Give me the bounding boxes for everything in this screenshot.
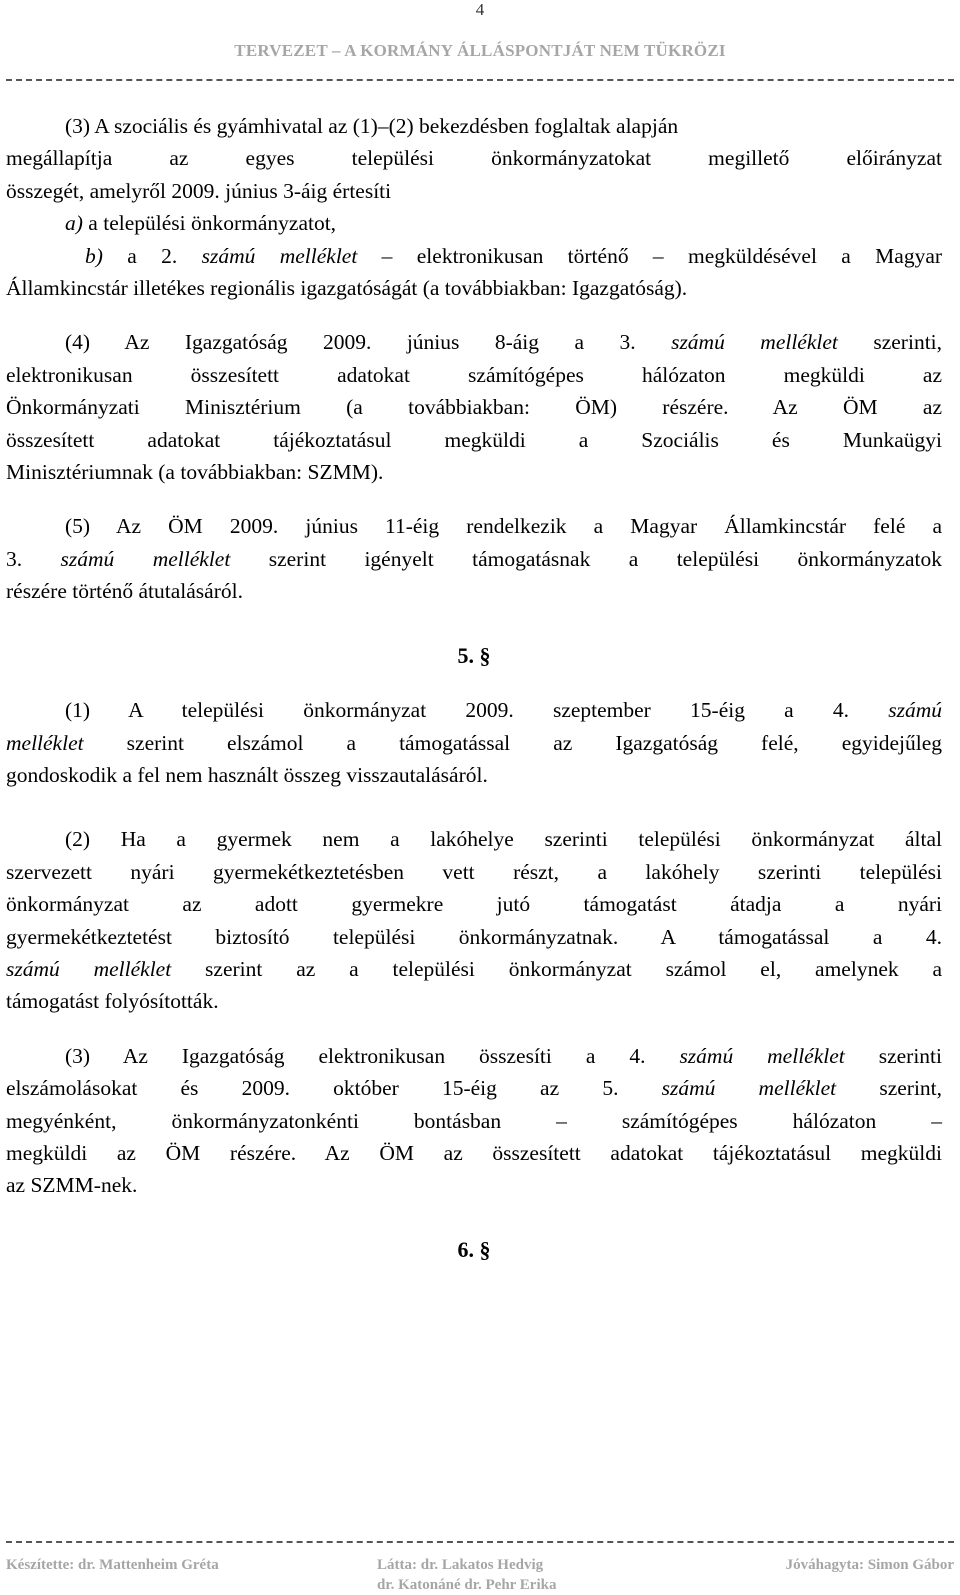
list-item-a: [6, 207, 942, 239]
text-line: megyénként, önkormányzatonkénti bontásban – számítógépes hálózaton –: [6, 1108, 942, 1133]
footer-seen-by-2: dr. Katonáné dr. Pehr Erika: [377, 1577, 557, 1593]
section-6-title: 6. §: [457, 1236, 491, 1262]
annex-reference: számú melléklet: [60, 546, 231, 571]
paragraph-3: [6, 110, 942, 304]
text-line: összegét, amelyről 2009. június 3-áig értesíti: [6, 178, 392, 203]
text-line: [6, 1072, 942, 1104]
annex-reference: számú melléklet: [661, 1076, 837, 1101]
header-divider: [6, 79, 954, 81]
annex-reference: számú melléklet: [6, 956, 172, 981]
section-5-paragraph-1: [6, 694, 942, 791]
annex-reference: számú melléklet: [201, 243, 358, 268]
text-line: szervezett nyári gyermekétkeztetésben vett részt, a lakóhely szerinti települési: [6, 859, 942, 884]
text-segment: szerint az a települési önkormányzat számol el, amelynek a: [205, 956, 943, 981]
annex-reference: számú: [888, 698, 942, 723]
text-segment: szerint igényelt támogatásnak a települési önkormányzatok: [268, 546, 942, 571]
text-line: Minisztériumnak (a továbbiakban: SZMM).: [6, 460, 384, 485]
text-line: támogatást folyósították.: [6, 989, 219, 1014]
text-line: Államkincstár illetékes regionális igazgatóságát (a továbbiakban: Igazgatóság).: [6, 276, 688, 301]
text-line: az SZMM-nek.: [6, 1173, 138, 1198]
text-segment: (3) Az Igazgatóság elektronikusan összesíti a 4.: [65, 1043, 646, 1068]
list-text: a 2.: [127, 243, 178, 268]
text-line: részére történő átutalásáról.: [6, 579, 243, 604]
text-line: gondoskodik a fel nem használt összeg visszautalásáról.: [6, 762, 488, 787]
list-text: a települési önkormányzatot,: [88, 211, 337, 236]
text-line: megküldi az ÖM részére. Az ÖM az összesített adatokat tájékoztatásul megküldi: [6, 1140, 942, 1165]
paragraph-4: [6, 326, 942, 488]
text-line: gyermekétkeztetést biztosító települési önkormányzatnak. A támogatással a 4.: [6, 924, 942, 949]
text-line: elektronikusan összesített adatokat számítógépes hálózaton megküldi az: [6, 362, 942, 387]
section-5-paragraph-3: [6, 1040, 942, 1202]
text-line: megállapítja az egyes települési önkormányzatokat megillető előirányzat: [6, 146, 942, 171]
text-segment: szerint,: [879, 1076, 943, 1101]
section-5-paragraph-2: [6, 823, 942, 1017]
list-text: – elektronikusan történő – megküldésével a Magyar: [381, 243, 943, 268]
text-line: Önkormányzati Minisztérium (a továbbiakban: ÖM) részére. Az ÖM az: [6, 395, 942, 420]
annex-reference: számú melléklet: [671, 330, 838, 355]
page-number: 4: [475, 0, 485, 19]
text-line: [6, 326, 942, 358]
footer-divider: [6, 1541, 954, 1543]
text-line: [6, 694, 942, 726]
text-segment: szerinti: [878, 1043, 943, 1068]
list-item-b: [6, 240, 942, 272]
section-5-title: 5. §: [457, 642, 491, 668]
text-line: (3) A szociális és gyámhivatal az (1)–(2) bekezdésben foglaltak alapján: [65, 114, 679, 138]
text-line: (5) Az ÖM 2009. június 11-éig rendelkezik a Magyar Államkincstár felé a: [65, 514, 942, 539]
text-line: összesített adatokat tájékoztatásul megküldi a Szociális és Munkaügyi: [6, 427, 942, 452]
draft-header: TERVEZET – A KORMÁNY ÁLLÁSPONTJÁT NEM TÜKRÖZI: [234, 41, 726, 60]
text-segment: (4) Az Igazgatóság 2009. június 8-áig a 3.: [65, 330, 636, 355]
text-segment: szerint elszámol a támogatással az Igazgatóság felé, egyidejűleg: [126, 730, 943, 755]
text-line: (2) Ha a gyermek nem a lakóhelye szerinti települési önkormányzat által: [65, 827, 942, 852]
text-line: [6, 727, 942, 759]
text-line: önkormányzat az adott gyermekre jutó támogatást átadja a nyári: [6, 892, 942, 917]
footer-seen-by: Látta: dr. Lakatos Hedvig: [377, 1557, 544, 1573]
text-line: [6, 1040, 942, 1072]
list-label: a): [65, 211, 83, 236]
footer-prepared-by: Készítette: dr. Mattenheim Gréta: [6, 1557, 219, 1573]
text-line: [6, 953, 942, 985]
text-segment: 3.: [6, 546, 23, 571]
text-segment: elszámolásokat és 2009. október 15-éig az 5.: [6, 1076, 619, 1101]
document-body: [6, 110, 942, 1266]
annex-reference: számú melléklet: [679, 1043, 845, 1068]
text-segment: szerinti,: [873, 330, 943, 355]
text-segment: (1) A települési önkormányzat 2009. szeptember 15-éig a 4.: [65, 698, 850, 723]
footer-approved-by: Jóváhagyta: Simon Gábor: [785, 1557, 954, 1573]
annex-reference: melléklet: [6, 730, 84, 755]
paragraph-5: [6, 510, 942, 607]
text-line: [6, 543, 942, 575]
list-label: b): [85, 243, 103, 268]
